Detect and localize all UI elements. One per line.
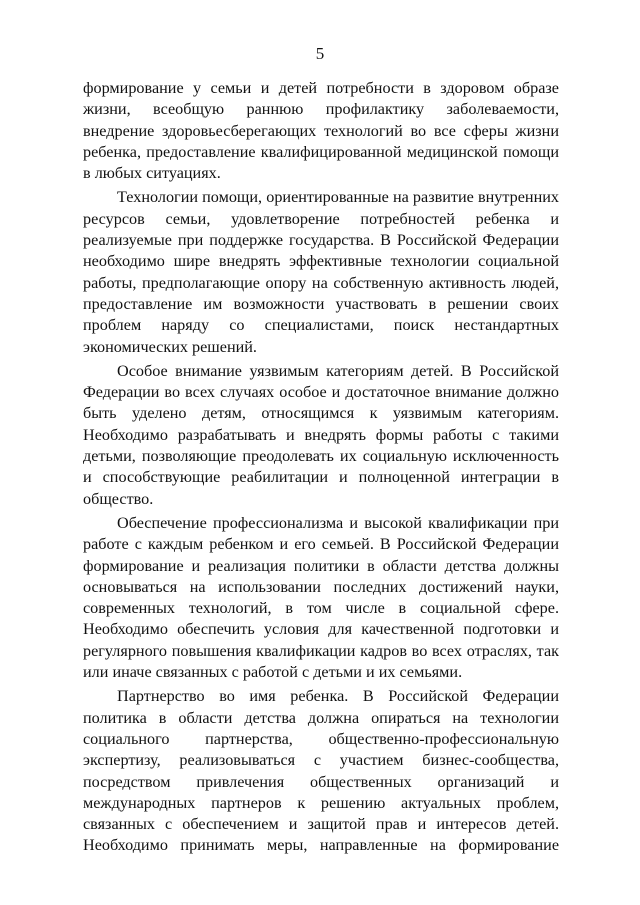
document-body <box>83 78 559 860</box>
paragraph-professionalism: Обеспечение профессионализма и высокой квалификации при работе с каждым ребенком и его семьей. В Российской Федерации формирование и реализация политики в области детства должны основываться на использовании последних достижений науки, современных технологий, в том числе в социальной сфере. Необходимо обеспечить условия для качественной подготовки и регулярного повышения квалификации кадров во всех отраслях, так или иначе связанных с работой с детьми и их семьями. <box>83 513 559 682</box>
paragraph-family-support-technologies: Технологии помощи, ориентированные на развитие внутренних ресурсов семьи, удовлетворение потребностей ребенка и реализуемые при поддержке государства. В Российской Федерации необходимо шире внедрять эффективные технологии социальной работы, предполагающие опору на собственную активность людей, предоставление им возможности участвовать в решении своих проблем наряду со специалистами, поиск нестандартных экономических решений. <box>83 188 559 356</box>
paragraph-partnership: Партнерство во имя ребенка. В Российской Федерации политика в области детства должна опираться на технологии социального партнерства, общественно-профессиональную экспертизу, реализовываться с участием бизнес-сообщества, посредством привлечения общественных организаций и международных партнеров к решению актуальных проблем, связанных с обеспечением и защитой прав и интересов детей. Необходимо принимать меры, направленные на формирование <box>83 687 559 855</box>
paragraph-continued: формирование у семьи и детей потребности в здоровом образе жизни, всеобщую раннюю профилактику заболеваемости, внедрение здоровьесберегающих технологий во все сферы жизни ребенка, предоставление квалифицированной медицинской помощи в любых ситуациях. <box>83 79 559 183</box>
paragraph-vulnerable-children: Особое внимание уязвимым категориям детей. В Российской Федерации во всех случаях особое и достаточное внимание должно быть уделено детям, относящимся к уязвимым категориям. Необходимо разрабатывать и внедрять формы работы с такими детьми, позволяющие преодолевать их социальную исключенность и способствующие реабилитации и полноценной интеграции в общество. <box>83 361 559 508</box>
page-number: 5 <box>315 44 325 63</box>
